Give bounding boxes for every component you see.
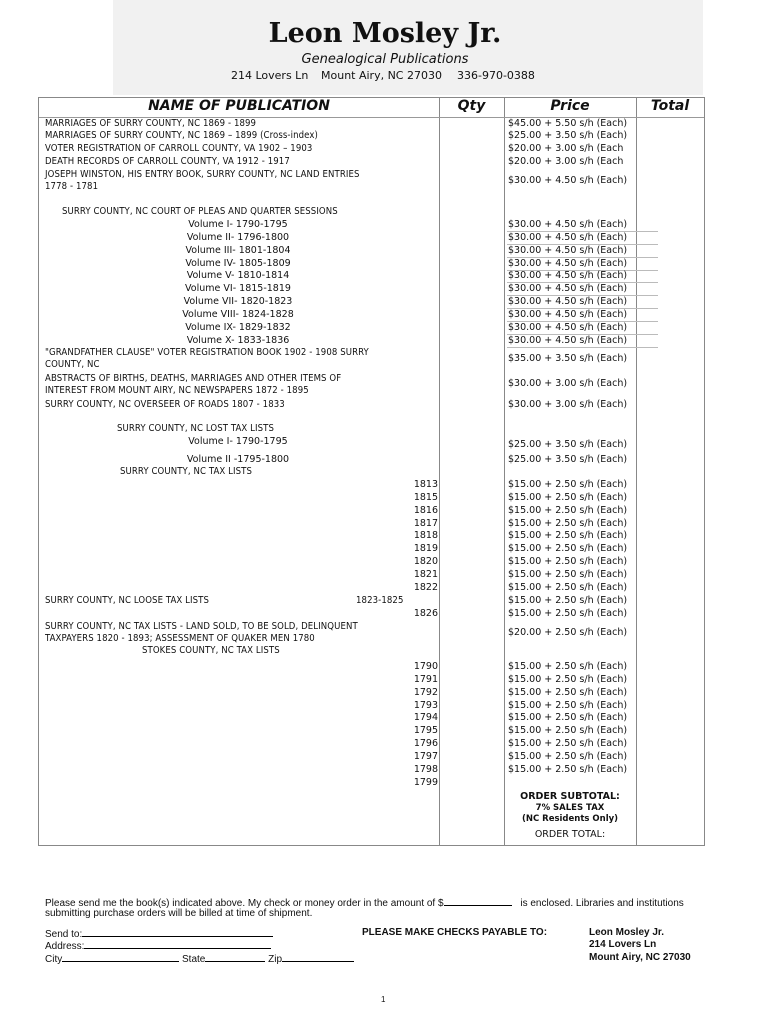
tax-year: 1820: [413, 556, 438, 568]
payee-name: Leon Mosley Jr.: [589, 927, 665, 938]
tax-year: 1796: [413, 738, 438, 750]
item-price: $15.00 + 2.50 s/h (Each): [508, 725, 628, 737]
item-price: $15.00 + 2.50 s/h (Each): [508, 750, 628, 762]
item-price: $15.00 + 2.50 s/h (Each): [508, 517, 628, 529]
sales-tax-label: 7% SALES TAX: [535, 803, 605, 813]
footer-statement-line2: submitting purchase orders will be billed at time of shipment.: [45, 908, 313, 919]
item-price: $30.00 + 4.50 s/h (Each): [508, 308, 628, 320]
volume-name: Volume V- 1810-1814: [186, 270, 290, 282]
item-price: $30.00 + 4.50 s/h (Each): [508, 175, 628, 186]
publisher-name: Leon Mosley Jr.: [268, 18, 502, 49]
volume-name: Volume VIII- 1824-1828: [182, 308, 294, 320]
item-name: DEATH RECORDS OF CARROLL COUNTY, VA 1912 - 1917: [45, 156, 290, 167]
volume-name: Volume VII- 1820-1823: [183, 296, 293, 308]
item-name: SURRY COUNTY, NC TAX LISTS - LAND SOLD, TO BE SOLD, DELINQUENT: [45, 621, 358, 632]
volume-name: Volume IX- 1829-1832: [185, 321, 291, 333]
item-price: $15.00 + 2.50 s/h (Each): [508, 479, 628, 490]
order-subtotal-label: ORDER SUBTOTAL:: [520, 791, 620, 802]
item-price: $20.00 + 3.00 s/h (Each: [508, 156, 624, 167]
price-rule: [507, 347, 658, 348]
tax-year: 1798: [413, 763, 438, 775]
item-price: $15.00 + 2.50 s/h (Each): [508, 661, 628, 672]
item-price: $15.00 + 2.50 s/h (Each): [508, 530, 628, 542]
tax-year: 1792: [413, 686, 438, 698]
column-header-price: Price: [550, 98, 590, 114]
tax-year: 1822: [413, 581, 438, 593]
column-header-qty: Qty: [457, 98, 486, 114]
order-table: [38, 97, 705, 846]
item-price: $30.00 + 4.50 s/h (Each): [508, 231, 628, 243]
state-field[interactable]: [205, 952, 265, 962]
item-price: $30.00 + 4.50 s/h (Each): [508, 296, 628, 308]
tax-year: 1794: [413, 712, 438, 724]
page-number: 1: [381, 995, 386, 1004]
item-price: $30.00 + 4.50 s/h (Each): [508, 334, 628, 346]
tax-year: 1797: [413, 750, 438, 762]
section-heading: SURRY COUNTY, NC TAX LISTS: [120, 466, 253, 477]
item-name: ABSTRACTS OF BIRTHS, DEATHS, MARRIAGES AND OTHER ITEMS OF: [45, 373, 342, 384]
tax-year: 1826: [413, 607, 438, 619]
item-price: $15.00 + 2.50 s/h (Each): [508, 686, 628, 698]
item-price: $20.00 + 3.00 s/h (Each: [508, 143, 624, 154]
zip-label: Zip: [268, 954, 283, 965]
payable-to-label: PLEASE MAKE CHECKS PAYABLE TO:: [362, 927, 548, 938]
publisher-street: 214 Lovers Ln: [231, 69, 309, 82]
city-row: [45, 952, 354, 965]
item-price: $15.00 + 2.50 s/h (Each): [508, 504, 628, 516]
item-name: MARRIAGES OF SURRY COUNTY, NC 1869 - 1899: [45, 118, 257, 129]
send-to-label: Send to:: [45, 929, 83, 940]
amount-field[interactable]: [444, 896, 512, 906]
item-price: $15.00 + 2.50 s/h (Each): [508, 594, 628, 606]
payee-city: Mount Airy, NC 27030: [589, 952, 691, 963]
tax-year: 1823-1825: [356, 594, 404, 606]
item-price: $30.00 + 4.50 s/h (Each): [508, 270, 628, 282]
column-divider: [636, 98, 637, 845]
footer-statement-text: Please send me the book(s) indicated above. My check or money order in the amount of $: [45, 898, 444, 909]
item-price: $35.00 + 3.50 s/h (Each): [508, 353, 628, 364]
tax-year: 1818: [413, 530, 438, 542]
tax-year: 1815: [413, 491, 438, 503]
item-name: JOSEPH WINSTON, HIS ENTRY BOOK, SURRY COUNTY, NC LAND ENTRIES: [45, 169, 360, 180]
item-price: $15.00 + 2.50 s/h (Each): [508, 738, 628, 750]
section-heading: SURRY COUNTY, NC COURT OF PLEAS AND QUARTER SESSIONS: [62, 206, 338, 217]
order-total-label: ORDER TOTAL:: [534, 829, 606, 840]
tax-year: 1819: [413, 543, 438, 555]
item-price: $30.00 + 4.50 s/h (Each): [508, 244, 628, 256]
city-label: City: [45, 954, 63, 965]
sales-tax-note: (NC Residents Only): [521, 814, 619, 824]
item-price: $30.00 + 3.00 s/h (Each): [508, 399, 628, 410]
item-price: $30.00 + 4.50 s/h (Each): [508, 321, 628, 333]
volume-name: Volume II- 1796-1800: [186, 231, 290, 243]
item-price: $25.00 + 3.50 s/h (Each): [508, 439, 628, 450]
publisher-subtitle: Genealogical Publications: [301, 52, 469, 67]
tax-year: 1821: [413, 568, 438, 580]
tax-year: 1799: [413, 776, 438, 788]
publisher-city: Mount Airy, NC 27030: [321, 69, 442, 82]
tax-year: 1813: [413, 479, 438, 490]
volume-name: Volume IV- 1805-1809: [185, 257, 291, 269]
item-price: $25.00 + 3.50 s/h (Each): [508, 454, 628, 465]
volume-name: Volume II -1795-1800: [186, 454, 290, 465]
item-name: "GRANDFATHER CLAUSE" VOTER REGISTRATION BOOK 1902 - 1908 SURRY: [45, 347, 369, 358]
volume-name: Volume X- 1833-1836: [186, 334, 290, 346]
payee-street: 214 Lovers Ln: [589, 939, 657, 950]
item-price: $30.00 + 3.00 s/h (Each): [508, 378, 628, 389]
footer-statement-text: is enclosed. Libraries and institutions: [520, 898, 684, 909]
volume-name: Volume III- 1801-1804: [185, 244, 291, 256]
item-name-continued: INTEREST FROM MOUNT AIRY, NC NEWSPAPERS 1872 - 1895: [45, 385, 309, 396]
item-price: $30.00 + 4.50 s/h (Each): [508, 257, 628, 269]
item-price: $30.00 + 4.50 s/h (Each): [508, 283, 628, 295]
item-name: MARRIAGES OF SURRY COUNTY, NC 1869 – 1899 (Cross-index): [45, 130, 318, 141]
item-price: $15.00 + 2.50 s/h (Each): [508, 568, 628, 580]
column-divider: [439, 98, 440, 845]
address-row: [45, 939, 271, 952]
volume-name: Volume I- 1790-1795: [188, 219, 288, 230]
item-name-continued: 1778 - 1781: [45, 181, 99, 192]
item-price: $20.00 + 2.50 s/h (Each): [508, 627, 628, 638]
tax-year: 1816: [413, 504, 438, 516]
column-divider: [504, 98, 505, 845]
item-price: $15.00 + 2.50 s/h (Each): [508, 712, 628, 724]
section-heading: STOKES COUNTY, NC TAX LISTS: [142, 645, 280, 656]
item-name: SURRY COUNTY, NC LOOSE TAX LISTS: [45, 595, 210, 606]
item-name: VOTER REGISTRATION OF CARROLL COUNTY, VA 1902 – 1903: [45, 143, 313, 154]
item-name-continued: TAXPAYERS 1820 - 1893; ASSESSMENT OF QUAKER MEN 1780: [45, 633, 315, 644]
item-name-continued: COUNTY, NC: [45, 359, 100, 370]
item-price: $45.00 + 5.50 s/h (Each): [508, 118, 628, 129]
address-label: Address:: [45, 941, 85, 952]
item-price: $15.00 + 2.50 s/h (Each): [508, 673, 628, 685]
item-price: $25.00 + 3.50 s/h (Each): [508, 130, 628, 141]
item-price: $15.00 + 2.50 s/h (Each): [508, 607, 628, 619]
zip-field[interactable]: [282, 952, 354, 962]
send-to-field[interactable]: [82, 927, 273, 937]
tax-year: 1795: [413, 725, 438, 737]
publisher-phone: 336-970-0388: [457, 69, 535, 82]
item-price: $15.00 + 2.50 s/h (Each): [508, 556, 628, 568]
volume-name: Volume I- 1790-1795: [188, 436, 288, 447]
item-price: $15.00 + 2.50 s/h (Each): [508, 543, 628, 555]
address-field[interactable]: [84, 939, 271, 949]
state-label: State: [182, 954, 206, 965]
item-price: $15.00 + 2.50 s/h (Each): [508, 581, 628, 593]
item-price: $15.00 + 2.50 s/h (Each): [508, 491, 628, 503]
item-price: $30.00 + 4.50 s/h (Each): [508, 219, 628, 230]
volume-name: Volume VI- 1815-1819: [185, 283, 291, 295]
city-field[interactable]: [62, 952, 179, 962]
item-price: $15.00 + 2.50 s/h (Each): [508, 699, 628, 711]
item-price: $15.00 + 2.50 s/h (Each): [508, 763, 628, 775]
item-name: SURRY COUNTY, NC OVERSEER OF ROADS 1807 - 1833: [45, 399, 285, 410]
tax-year: 1793: [413, 699, 438, 711]
section-heading: SURRY COUNTY, NC LOST TAX LISTS: [117, 423, 275, 434]
column-header-total: Total: [650, 98, 690, 114]
tax-year: 1791: [413, 673, 438, 685]
tax-year: 1817: [413, 517, 438, 529]
column-header-name: NAME OF PUBLICATION: [148, 98, 330, 114]
tax-year: 1790: [413, 661, 438, 672]
